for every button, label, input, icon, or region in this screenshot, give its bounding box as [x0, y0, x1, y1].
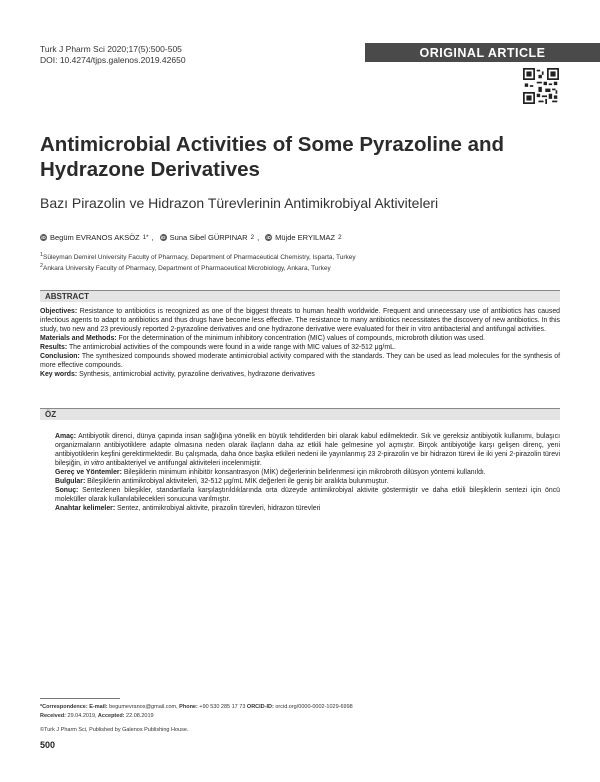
- abstract-keywords: [40, 370, 560, 379]
- oz-anahtar: [55, 504, 560, 513]
- orcid-label: ORCID-ID:: [245, 704, 274, 710]
- results-label: Results:: [40, 344, 68, 351]
- affiliation-number: 2: [40, 263, 44, 269]
- author-name: Begüm EVRANOS AKSÖZ: [50, 233, 140, 242]
- amac-text: Antibiyotik direnci, dünya çapında insan sağlığına yönelik en büyük tehditlerden biri olarak kabul edilmektedir. Sık ve gereksiz antibiyotik kullanımı, bulaşıcı organizmaların antibiyotiklere adapte olmasına neden olarak ilaçların daha az etkili hale gelmesine yol açmıştır. Birçok antibiyotiğe karşı gelişen direnç, yeni antibiyotiklerin keşfini gerektirmektedir. Bu çalışmada, daha önce başka etkileri nedeni ile yayınlanmış 23 2-pirazolin ve bir hidrazon türevi ile iki yeni 2-pirazolin türevi bileşiğin,: [55, 433, 560, 467]
- anahtar-label: Anahtar kelimeler:: [55, 505, 116, 512]
- abstract-methods: [40, 334, 560, 343]
- conclusion-text: The synthesized compounds showed moderate antimicrobial activity compared with the standards. They can be used as lead molecules for the synthesis of more effective compounds.: [40, 353, 560, 369]
- anahtar-text: Sentez, antimikrobiyal aktivite, pirazolin türevleri, hidrazon türevleri: [115, 505, 321, 512]
- oz-heading: ÖZ: [40, 408, 560, 420]
- page-number: 500: [40, 740, 56, 750]
- conclusion-label: Conclusion:: [40, 353, 80, 360]
- doi-link[interactable]: DOI: 10.4274/tjps.galenos.2019.42650: [40, 55, 186, 65]
- abstract-objectives: [40, 307, 560, 334]
- email-link[interactable]: begumevranos@gmail.com,: [107, 704, 178, 710]
- abstract-conclusion: [40, 352, 560, 370]
- author-affiliation-mark: 2: [338, 234, 342, 241]
- affiliation-2: [40, 263, 331, 272]
- bulgular-text: Bileşiklerin antimikrobiyal aktiviteleri, 32-512 μg/mL MİK değerleri ile geniş bir aralıkta bulunmuştur.: [85, 478, 389, 485]
- title-line-1: Antimicrobial Activities of Some Pyrazoline and: [40, 133, 505, 156]
- email-label: E-mail:: [87, 704, 108, 710]
- corr-label: *Correspondence:: [40, 704, 88, 710]
- article-title: [40, 132, 580, 182]
- sonuc-text: Sentezlenen bileşikler, standartlarla karşılaştırıldıklarında orta düzeyde antimikrobiyal aktivite göstermiştir ve daha etkili bileşiklerin sentezi için öncü moleküller olarak kullanılabilecekleri sonucuna varılmıştır.: [55, 487, 560, 503]
- gerec-label: Gereç ve Yöntemler:: [55, 469, 122, 476]
- journal-citation: Turk J Pharm Sci 2020;17(5):500-505: [40, 44, 182, 54]
- author-list: [40, 233, 345, 242]
- article-type-badge: ORIGINAL ARTICLE: [365, 43, 600, 62]
- sonuc-label: Sonuç:: [55, 487, 79, 494]
- copyright-line: ©Turk J Pharm Sci, Published by Galenos Publishing House.: [40, 727, 189, 733]
- objectives-text: Resistance to antibiotics is recognized as one of the biggest threats to human health worldwide. Frequent and unnecessary use of antibiotics has caused infectious agents to adapt to antibiotics and thus drugs have become less effective. The resistance to many antibiotics necessitates the discovery of new antibiotics. In this study, two new and 23 previously reported 2-pyrazoline derivatives and one hydrazone derivative were evaluated for their in vitro antibacterial and antifungal activities.: [40, 308, 560, 333]
- phone-label: Phone:: [177, 704, 198, 710]
- orcid-icon[interactable]: iD: [41, 235, 46, 240]
- gerec-text: Bileşiklerin minimum inhibitör konsantrasyon (MİK) değerlerinin belirlenmesi için mikrobroth dilüsyon yöntemi kullanıldı.: [121, 469, 486, 476]
- oz-body: [55, 432, 560, 513]
- accepted-label: Accepted:: [96, 713, 125, 719]
- author-name: Müjde ERYILMAZ: [275, 233, 336, 242]
- accepted-date: 22.08.2019: [124, 713, 154, 719]
- title-line-2: Hydrazone Derivatives: [40, 158, 260, 181]
- correspondence-line: [40, 703, 353, 711]
- affiliation-text: Süleyman Demirel University Faculty of Pharmacy, Department of Pharmaceutical Chemistry, Isparta, Turkey: [43, 254, 356, 262]
- methods-text: For the determination of the minimum inhibitory concentration (MIC) values of compounds, microbroth dilution was used.: [116, 335, 486, 342]
- affiliation-number: 1: [40, 252, 44, 258]
- bulgular-label: Bulgular:: [55, 478, 86, 485]
- orcid-icon[interactable]: iD: [266, 235, 271, 240]
- author-affiliation-mark: 1*: [142, 234, 149, 241]
- author-affiliation-mark: 2: [250, 234, 255, 241]
- keywords-text: Synthesis, antimicrobial activity, pyrazoline derivatives, hydrazone derivatives: [77, 371, 315, 378]
- received-label: Received:: [40, 713, 66, 719]
- affiliation-text: Ankara University Faculty of Pharmacy, Department of Pharmaceutical Microbiology, Ankara, Turkey: [43, 265, 331, 273]
- author-separator: ,: [257, 233, 260, 242]
- amac-italic: in vitro: [81, 460, 105, 467]
- author-separator: ,: [151, 233, 154, 242]
- dates-line: [40, 712, 154, 720]
- objectives-label: Objectives:: [40, 308, 78, 315]
- author-name: Suna Sibel GÜRPINAR: [169, 233, 248, 242]
- abstract-body: [40, 307, 560, 379]
- phone-value: +90 530 285 17 73: [197, 704, 246, 710]
- oz-bulgular: [55, 477, 560, 486]
- methods-label: Materials and Methods:: [40, 335, 117, 342]
- footer-divider: [40, 698, 120, 699]
- keywords-label: Key words:: [40, 371, 78, 378]
- orcid-link[interactable]: orcid.org/0000-0002-1029-6998: [273, 704, 353, 710]
- amac-end: antibakteriyel ve antifungal aktiviteleri incelenmiştir.: [104, 460, 262, 467]
- oz-amac: [55, 432, 560, 468]
- abstract-heading: ABSTRACT: [40, 290, 560, 302]
- oz-sonuc: [55, 486, 560, 504]
- qr-code-icon: [523, 68, 559, 104]
- results-text: The antimicrobial activities of the compounds were found in a wide range with MIC values of 32-512 μg/mL.: [67, 344, 396, 351]
- amac-label: Amaç:: [55, 433, 77, 440]
- oz-gerec: [55, 468, 560, 477]
- affiliation-1: [40, 252, 356, 261]
- turkish-title: Bazı Pirazolin ve Hidrazon Türevlerinin Antimikrobiyal Aktiviteleri: [40, 195, 439, 211]
- abstract-results: [40, 343, 560, 352]
- orcid-icon[interactable]: iD: [160, 235, 166, 240]
- received-date: 29.04.2019,: [66, 713, 97, 719]
